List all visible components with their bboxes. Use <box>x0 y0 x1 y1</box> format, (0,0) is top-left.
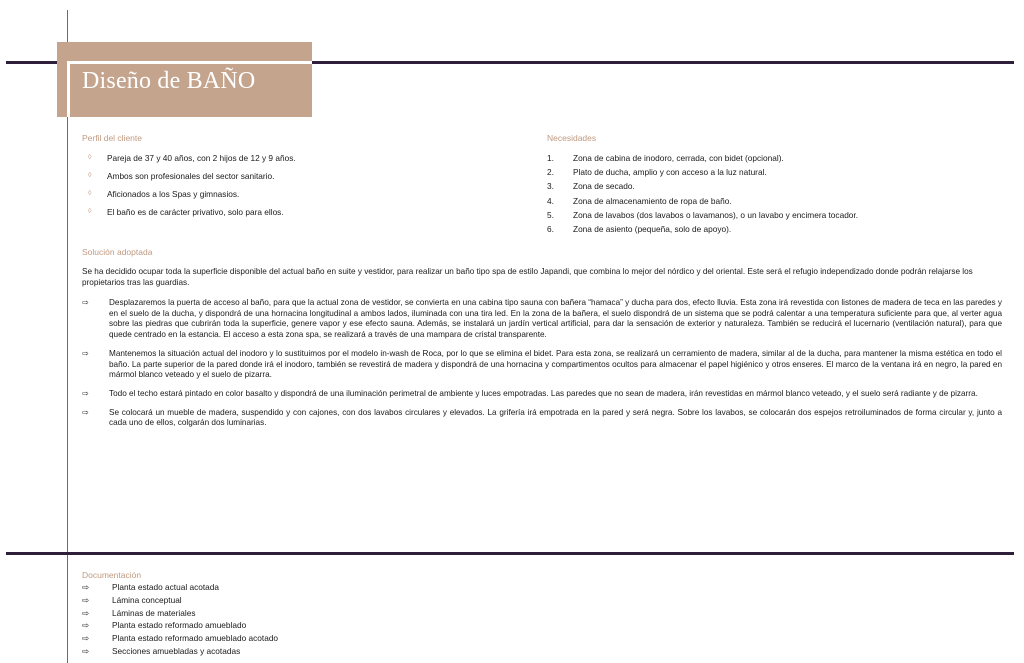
solucion-item-text: Se colocará un mueble de madera, suspendido y con cajones, con dos lavabos circulares y elevados. La grifería irá empotrada en la pared y será negra. Sobre los lavabos, se colocarán dos espejos retroiluminados de forma circular y, junto a cada uno de ellos, colgarán dos luminarias. <box>109 407 1002 428</box>
perfil-item <box>82 149 296 167</box>
arrow-bullet-icon: ⇨ <box>82 407 89 417</box>
perfil-list <box>82 149 296 221</box>
necesidad-number: 2. <box>547 167 554 178</box>
arrow-bullet-icon: ⇨ <box>82 620 89 631</box>
solucion-item-text: Mantenemos la situación actual del inodoro y lo sustituimos por el modelo in-wash de Roca, por lo que se elimina el bidet. Para esta zona, se realizará un cerramiento de madera, similar al de la ducha, para mantener la misma estética en todo el baño. La parte superior de la pared donde irá el inodoro, también se revestirá de madera y dispondrá de una hornacina y compartimentos ocultos para almacenar el papel higiénico y otros enseres. El marco de la ventana irá en negro, la pared en mármol blanco veteado y el suelo de pizarra. <box>109 348 1002 380</box>
documentacion-item-text: Lámina conceptual <box>112 594 182 605</box>
necesidad-text: Zona de lavabos (dos lavabos o lavamanos), o un lavabo y encimera tocador. <box>573 209 859 220</box>
solucion-item-text: Desplazaremos la puerta de acceso al baño, para que la actual zona de vestidor, se convierta en una cabina tipo sauna con bañera “hamaca” y ducha para dos, efecto lluvia. Esta zona irá revestida con listones de madera de teca en las paredes y en el suelo de la ducha, y dispondrá de una hornacina longitudinal a ambos lados, iluminada con una tira led. En la zona de la bañera, el suelo dispondrá de un sistema que se podrá calentar a una temperatura suficiente para que, al verter agua sobre las piedras que cubrirán toda la superficie, genere vapor y ese efecto sauna. Además, se instalará un jardín vertical artificial, para dar la sensación de exterior y naturaleza. También se reducirá el lucernario (ventilación natural), para que quede centrado en la estancia. El acceso a esta zona spa, se realizará a través de una mampara de cristal transparente. <box>109 298 1002 340</box>
documentacion-item <box>82 619 278 632</box>
arrow-bullet-icon: ⇨ <box>82 633 89 644</box>
arrow-bullet-icon: ⇨ <box>82 298 89 307</box>
necesidad-text: Zona de cabina de inodoro, cerrada, con bidet (opcional). <box>573 153 784 163</box>
documentacion-item-text: Planta estado reformado amueblado acotado <box>112 633 279 644</box>
necesidades-list <box>547 151 858 236</box>
documentacion-item-text: Láminas de materiales <box>112 607 196 618</box>
necesidades-heading: Necesidades <box>547 133 597 143</box>
arrow-bullet-icon: ⇨ <box>82 594 89 605</box>
necesidad-item <box>547 194 858 208</box>
diamond-bullet-icon: ◊ <box>88 154 92 161</box>
necesidad-text: Zona de asiento (pequeña, solo de apoyo). <box>573 224 732 235</box>
arrow-bullet-icon: ⇨ <box>82 645 89 656</box>
documentacion-item <box>82 581 278 594</box>
solucion-heading: Solución adoptada <box>82 247 153 257</box>
arrow-bullet-icon: ⇨ <box>82 582 89 592</box>
perfil-item-text: Pareja de 37 y 40 años, con 2 hijos de 12 y 9 años. <box>107 153 296 163</box>
necesidad-number: 4. <box>547 195 554 206</box>
arrow-bullet-icon: ⇨ <box>82 348 89 358</box>
necesidad-number: 3. <box>547 181 554 192</box>
documentacion-item-text: Planta estado reformado amueblado <box>112 620 247 631</box>
necesidad-item <box>547 151 858 165</box>
title-banner <box>57 42 312 117</box>
arrow-bullet-icon: ⇨ <box>82 607 89 618</box>
necesidad-number: 6. <box>547 224 554 235</box>
necesidad-text: Zona de almacenamiento de ropa de baño. <box>573 195 732 206</box>
solucion-item-text: Todo el techo estará pintado en color basalto y dispondrá de una iluminación perimetral de ambiente y luces empotradas. Las paredes que no sean de madera, irán revestidas en mármol blanco veteado, y el suelo será radiante y de pizarra. <box>109 388 978 398</box>
perfil-item <box>82 203 296 221</box>
solucion-item <box>82 349 1002 381</box>
perfil-item-text: Ambos son profesionales del sector sanitario. <box>107 171 275 181</box>
diamond-bullet-icon: ◊ <box>88 208 92 215</box>
documentacion-heading: Documentación <box>82 570 142 580</box>
necesidad-text: Zona de secado. <box>573 181 635 192</box>
solucion-list <box>82 298 1002 437</box>
documentacion-item <box>82 594 278 607</box>
solucion-item <box>82 408 1002 429</box>
documentacion-list <box>82 581 278 658</box>
documentacion-item-text: Planta estado actual acotada <box>112 582 220 592</box>
solucion-intro: Se ha decidido ocupar toda la superficie disponible del actual baño en suite y vestidor, para realizar un baño tipo spa de estilo Japandi, que combina lo mejor del nórdico y del oriental. Este será el refugio independizado donde podrán relajarse los propietarios tras las guardias. <box>82 267 973 288</box>
solucion-item <box>82 389 1002 400</box>
perfil-item-text: El baño es de carácter privativo, solo para ellos. <box>107 207 284 217</box>
perfil-heading: Perfil del cliente <box>82 133 143 143</box>
perfil-item <box>82 185 296 203</box>
documentacion-item <box>82 632 278 645</box>
necesidad-item <box>547 222 858 236</box>
necesidad-item <box>547 165 858 179</box>
necesidad-item <box>547 208 858 222</box>
page-title: Diseño de BAÑO <box>82 68 256 94</box>
arrow-bullet-icon: ⇨ <box>82 388 89 398</box>
perfil-item-text: Aficionados a los Spas y gimnasios. <box>107 189 240 199</box>
necesidad-number: 5. <box>547 209 554 220</box>
documentacion-item <box>82 607 278 620</box>
necesidad-item <box>547 179 858 193</box>
necesidad-number: 1. <box>547 153 554 163</box>
documentacion-item-text: Secciones amuebladas y acotadas <box>112 645 241 656</box>
solucion-item <box>82 298 1002 341</box>
diamond-bullet-icon: ◊ <box>88 190 92 197</box>
documentacion-item <box>82 645 278 658</box>
bottom-divider <box>6 552 1014 555</box>
necesidad-text: Plato de ducha, amplio y con acceso a la luz natural. <box>573 167 767 178</box>
perfil-item <box>82 167 296 185</box>
diamond-bullet-icon: ◊ <box>88 172 92 179</box>
